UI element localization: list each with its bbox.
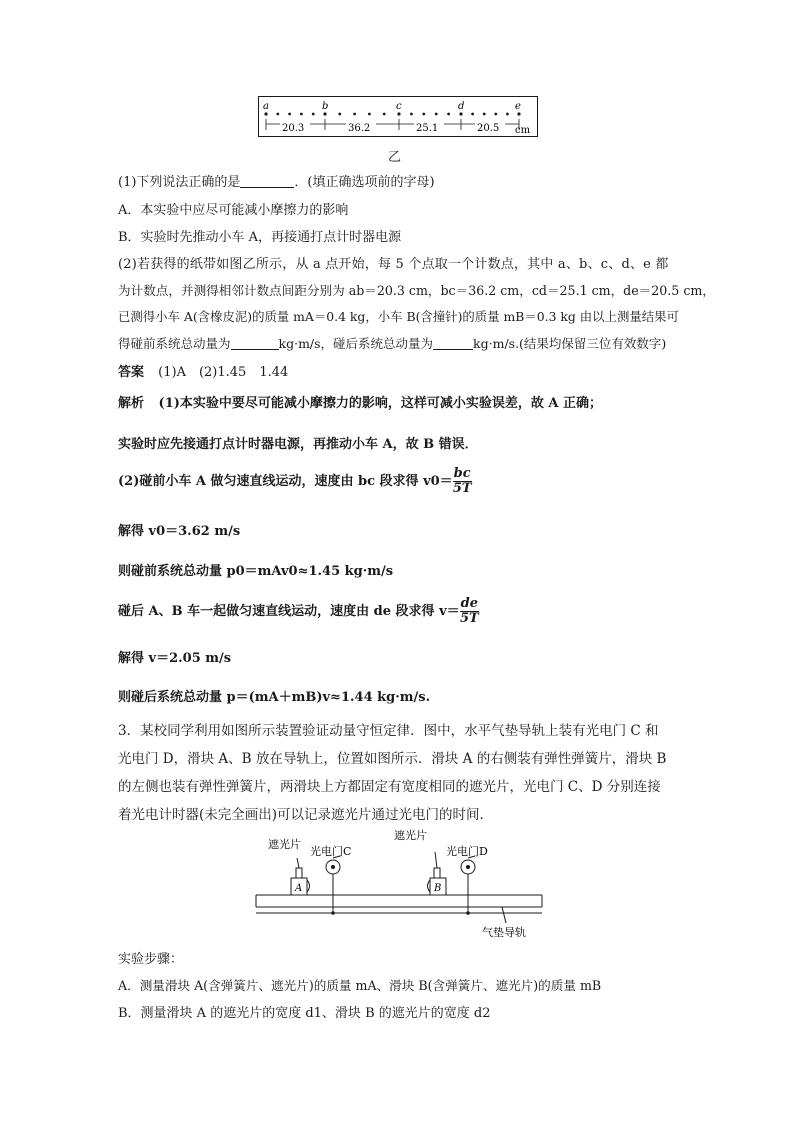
analysis-line5: 则碰前系统总动量 p0＝mAv0≈1.45 kg·m/s: [118, 564, 394, 579]
tape-point-a: a: [263, 101, 269, 112]
tape-dot: [368, 113, 371, 116]
analysis-l6: 碰后 A、B 车一起做匀速直线运动，速度由 de 段求得 v＝: [118, 604, 460, 619]
fraction-bc-5t: $\frac{bc}{5T}$: [452, 466, 472, 496]
analysis-line1: [118, 392, 602, 411]
shade-label-b: 遮光片: [394, 829, 427, 842]
gate-c-label: 光电门C: [310, 845, 352, 858]
q3-steps-title: 实验步骤：: [118, 952, 184, 967]
q2-blank-before[interactable]: [231, 337, 279, 350]
tape-point-e: e: [515, 101, 521, 112]
q3-line2: 光电门 D，滑块 A、B 放在导轨上，位置如图所示．滑块 A 的右侧装有弹性弹簧片，滑块 B: [118, 751, 667, 767]
q2-blank-after[interactable]: [433, 337, 473, 350]
tape-dot: [435, 113, 438, 116]
tape-count-dot: [517, 112, 520, 115]
paper-tape-figure: [258, 96, 540, 140]
q2-part1: [118, 171, 435, 190]
q2-part2-line3: 已测得小车 A(含橡皮泥)的质量 mA＝0.4 kg，小车 B(含撞针)的质量 mB＝0.3 kg 由以上测量结果可: [118, 309, 679, 324]
tape-dot: [506, 113, 509, 116]
tape-point-b: b: [322, 101, 329, 112]
tape-dots: [264, 112, 520, 115]
analysis-l3: (2)碰前小车 A 做匀速直线运动，速度由 bc 段求得 v0＝: [118, 474, 453, 489]
block-a-label: A: [295, 883, 303, 894]
tape-dot: [494, 113, 497, 116]
tape-dot: [422, 113, 425, 116]
analysis-line3: [118, 467, 472, 496]
analysis-line2: 实验时应先接通打点计时器电源，再推动小车 A，故 B 错误．: [118, 437, 478, 452]
fraction-de-5t: $\frac{de}{5T}$: [459, 596, 479, 626]
tape-count-dot: [264, 112, 267, 115]
track-label: 气垫导轨: [482, 926, 526, 939]
q2-part1-prefix: (1)下列说法正确的是: [118, 175, 241, 190]
q3-step-b: B．测量滑块 A 的遮光片的宽度 d1、滑块 B 的遮光片的宽度 d2: [118, 1006, 491, 1021]
tape-segment-cd: 25.1: [416, 123, 439, 134]
tape-dot: [338, 113, 341, 116]
tape-point-d: d: [458, 101, 465, 112]
q3-line3: 的左侧也装有弹性弹簧片，两滑块上方都固定有宽度相同的遮光片，光电门 C、D 分别连接: [118, 779, 661, 795]
tape-unit: cm: [515, 125, 531, 136]
q3-step-a: A．测量滑块 A(含弹簧片、遮光片)的质量 mA、滑块 B(含弹簧片、遮光片)的质量 mB: [118, 978, 602, 993]
tape-segment-de: 20.5: [477, 123, 500, 134]
q3-line1: 3．某校同学利用如图所示装置验证动量守恒定律．图中，水平气垫导轨上装有光电门 C 和: [118, 723, 659, 739]
air-track-figure: [250, 824, 550, 942]
analysis-line4: 解得 v0＝3.62 m/s: [118, 524, 241, 539]
tape-dot: [312, 113, 315, 116]
tape-point-c: c: [396, 101, 402, 112]
tape-dot: [383, 113, 386, 116]
q2-part2-line4-c: kg·m/s.(结果均保留三位有效数字): [473, 336, 667, 351]
tape-dot: [300, 113, 303, 116]
tape-count-dot: [323, 112, 326, 115]
block-b-label: B: [434, 883, 442, 894]
tape-dot: [353, 113, 356, 116]
analysis-l1: (1)本实验中要尽可能减小摩擦力的影响，这样可减小实验误差，故 A 正确；: [158, 396, 603, 411]
q2-part2-line4-a: 得碰前系统总动量为: [118, 336, 231, 351]
q2-part1-suffix: ．(填正确选项前的字母): [294, 175, 435, 190]
q2-part2-line4: [118, 334, 666, 352]
tape-caption: 乙: [388, 150, 402, 165]
tape-dot: [447, 113, 450, 116]
tape-segment-ab: 20.3: [282, 123, 305, 134]
tape-count-dot: [459, 112, 462, 115]
tape-count-dot: [397, 112, 400, 115]
analysis-label: 解析: [118, 396, 145, 411]
q2-option-b: B．实验时先推动小车 A，再接通打点计时器电源: [118, 230, 402, 245]
tape-segment-bc: 36.2: [348, 123, 371, 134]
q3-line4: 着光电计时器(未完全画出)可以记录遮光片通过光电门的时间．: [118, 807, 494, 823]
q2-part2-line2: 为计数点，并测得相邻计数点间距分别为 ab＝20.3 cm，bc＝36.2 cm，cd＝25.1 cm，de＝20.5 cm，: [118, 283, 715, 298]
q2-option-a: A．本实验中应尽可能减小摩擦力的影响: [118, 203, 349, 218]
answer-label: 答案: [118, 365, 145, 380]
tape-dot: [410, 113, 413, 116]
analysis-line6: [118, 597, 479, 626]
shade-label-a: 遮光片: [268, 838, 301, 851]
tape-dot: [471, 113, 474, 116]
tape-dot: [276, 113, 279, 116]
analysis-line7: 解得 v＝2.05 m/s: [118, 651, 232, 666]
tape-dot: [288, 113, 291, 116]
q2-part2-line4-b: kg·m/s，碰后系统总动量为: [278, 336, 434, 351]
answer-line: [118, 361, 288, 380]
q2-part2-line1: (2)若获得的纸带如图乙所示，从 a 点开始，每 5 个点取一个计数点，其中 a、b、c、d、e 都: [118, 257, 669, 272]
gate-d-label: 光电门D: [446, 845, 488, 858]
tape-dot: [483, 113, 486, 116]
analysis-line8: 则碰后系统总动量 p＝(mA＋mB)v≈1.44 kg·m/s.: [118, 690, 431, 705]
q2-part1-blank[interactable]: [240, 175, 294, 188]
answer-text: (1)A (2)1.45 1.44: [158, 365, 289, 380]
